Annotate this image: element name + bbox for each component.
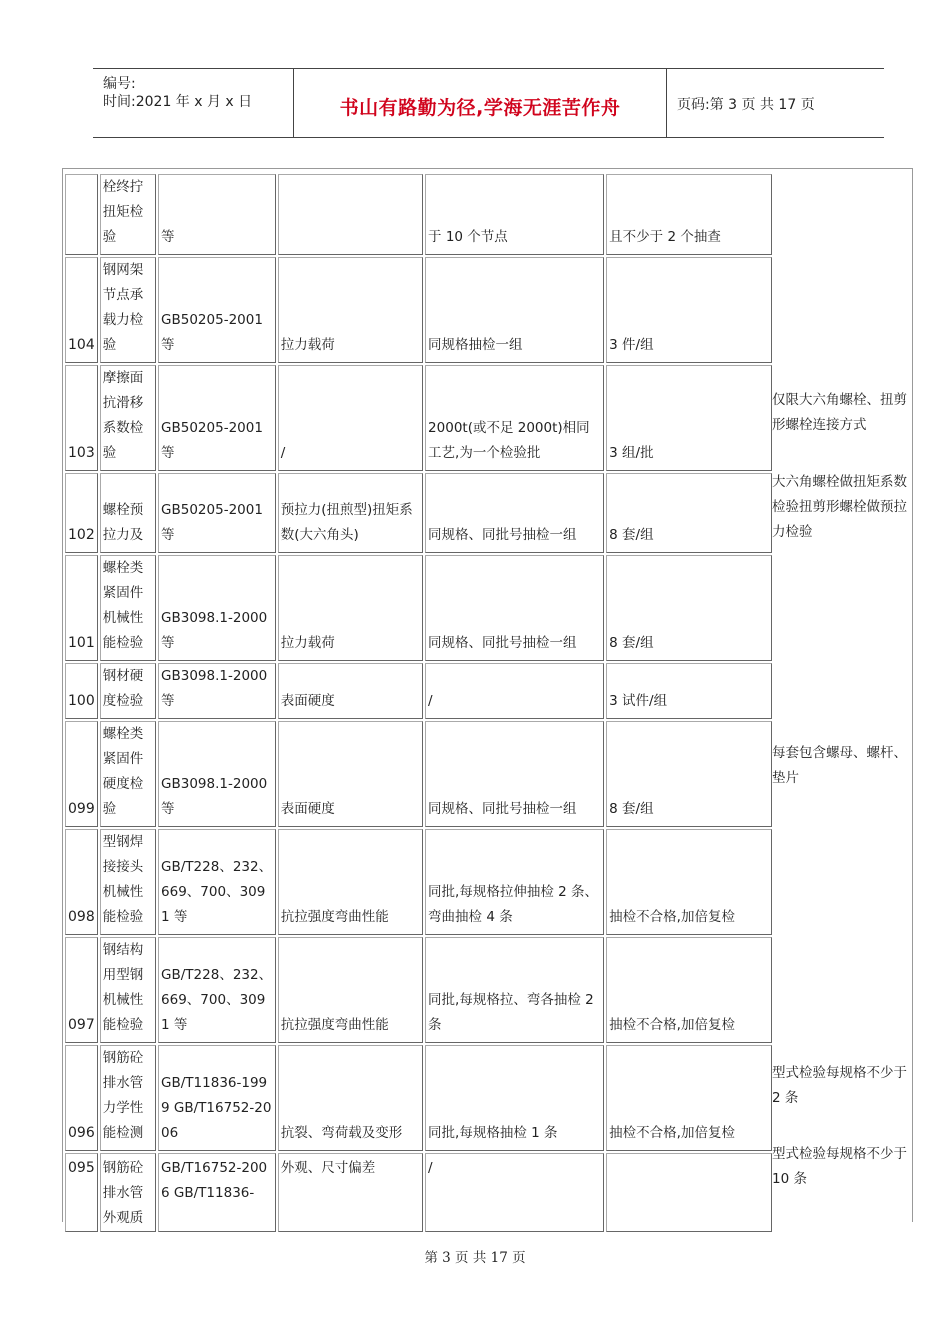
row-sampling: 2000t(或不足 2000t)相同工艺,为一个检验批 bbox=[425, 365, 604, 471]
row-no bbox=[65, 174, 98, 255]
row-sampling: 同规格、同批号抽检一组 bbox=[425, 473, 604, 553]
row-no: 100 bbox=[65, 663, 98, 719]
row-standard: GB50205-2001 等 bbox=[158, 257, 276, 363]
table-row bbox=[65, 1045, 772, 1151]
row-no: 104 bbox=[65, 257, 98, 363]
row-param: / bbox=[278, 365, 423, 471]
row-sampling: 同批,每规格抽检 1 条 bbox=[425, 1045, 604, 1151]
row-param: 表面硬度 bbox=[278, 663, 423, 719]
table-row bbox=[65, 555, 772, 661]
row-sampling: 同批,每规格拉、弯各抽检 2 条 bbox=[425, 937, 604, 1043]
row-name: 螺栓预拉力及 bbox=[100, 473, 156, 553]
row-remark: 型式检验每规格不少于 2 条 bbox=[772, 1065, 907, 1106]
frame-top-line bbox=[62, 168, 913, 169]
row-qty: 8 套/组 bbox=[606, 555, 772, 661]
row-no: 102 bbox=[65, 473, 98, 553]
row-param: 表面硬度 bbox=[278, 721, 423, 827]
row-name: 钢结构用型钢机械性能检验 bbox=[100, 937, 156, 1043]
row-no: 095 bbox=[65, 1153, 98, 1232]
row-remark: 每套包含螺母、螺杆、垫片 bbox=[772, 745, 907, 786]
row-name: 螺栓类紧固件机械性能检验 bbox=[100, 555, 156, 661]
row-qty: 3 件/组 bbox=[606, 257, 772, 363]
motto: 书山有路勤为径,学海无涯苦作舟 bbox=[339, 97, 621, 119]
row-param: 预拉力(扭煎型)扭矩系数(大六角头) bbox=[278, 473, 423, 553]
frame-right-line bbox=[912, 168, 913, 1222]
row-no: 097 bbox=[65, 937, 98, 1043]
row-sampling: 同批,每规格拉伸抽检 2 条、弯曲抽检 4 条 bbox=[425, 829, 604, 935]
row-param: 抗拉强度弯曲性能 bbox=[278, 937, 423, 1043]
row-remark: 型式检验每规格不少于 10 条 bbox=[772, 1146, 907, 1187]
row-remark: 仅限大六角螺栓、扭剪形螺栓连接方式 bbox=[772, 392, 907, 433]
table-row bbox=[65, 663, 772, 719]
row-no: 103 bbox=[65, 365, 98, 471]
serial-label: 编号: bbox=[103, 76, 136, 92]
row-sampling: / bbox=[425, 1153, 604, 1232]
row-qty: 8 套/组 bbox=[606, 473, 772, 553]
row-qty: 抽检不合格,加倍复检 bbox=[606, 937, 772, 1043]
header-motto-cell bbox=[294, 69, 667, 137]
table-row bbox=[65, 473, 772, 553]
row-standard: GB/T228、232、669、700、3091 等 bbox=[158, 937, 276, 1043]
row-name: 钢筋砼排水管外观质 bbox=[100, 1153, 156, 1232]
page-footer: 第 3 页 共 17 页 bbox=[424, 1250, 526, 1266]
row-no: 099 bbox=[65, 721, 98, 827]
row-param: 外观、尺寸偏差 bbox=[278, 1153, 423, 1232]
table-row bbox=[65, 721, 772, 827]
row-qty: 8 套/组 bbox=[606, 721, 772, 827]
row-qty: 3 试件/组 bbox=[606, 663, 772, 719]
row-sampling: / bbox=[425, 663, 604, 719]
row-name: 钢筋砼排水管力学性能检测 bbox=[100, 1045, 156, 1151]
row-name: 摩擦面抗滑移系数检验 bbox=[100, 365, 156, 471]
row-param: 拉力载荷 bbox=[278, 257, 423, 363]
row-standard: GB50205-2001 等 bbox=[158, 473, 276, 553]
row-name: 钢网架节点承载力检验 bbox=[100, 257, 156, 363]
row-standard: GB3098.1-2000 等 bbox=[158, 555, 276, 661]
row-name: 栓终拧扭矩检验 bbox=[100, 174, 156, 255]
page-header bbox=[93, 68, 884, 138]
row-no: 096 bbox=[65, 1045, 98, 1151]
time-label: 时间:2021 年 x 月 x 日 bbox=[103, 94, 253, 110]
row-name: 型钢焊接接头机械性能检验 bbox=[100, 829, 156, 935]
header-meta-cell bbox=[93, 69, 294, 137]
row-standard: GB/T228、232、669、700、3091 等 bbox=[158, 829, 276, 935]
row-standard: GB/T16752-2006 GB/T11836- bbox=[158, 1153, 276, 1232]
row-sampling: 同规格、同批号抽检一组 bbox=[425, 721, 604, 827]
row-standard: GB/T11836-1999 GB/T16752-2006 bbox=[158, 1045, 276, 1151]
row-param bbox=[278, 174, 423, 255]
row-no: 101 bbox=[65, 555, 98, 661]
table-row bbox=[65, 1153, 772, 1232]
row-param: 抗裂、弯荷载及变形 bbox=[278, 1045, 423, 1151]
row-name: 螺栓类紧固件硬度检验 bbox=[100, 721, 156, 827]
row-standard: GB3098.1-2000 等 bbox=[158, 663, 276, 719]
table-row bbox=[65, 257, 772, 363]
table-row bbox=[65, 937, 772, 1043]
row-name: 钢材硬度检验 bbox=[100, 663, 156, 719]
row-sampling: 同规格抽检一组 bbox=[425, 257, 604, 363]
row-qty: 抽检不合格,加倍复检 bbox=[606, 1045, 772, 1151]
row-param: 抗拉强度弯曲性能 bbox=[278, 829, 423, 935]
row-qty: 抽检不合格,加倍复检 bbox=[606, 829, 772, 935]
table-row bbox=[65, 365, 772, 471]
table-row bbox=[65, 829, 772, 935]
inspection-table bbox=[63, 172, 774, 1234]
row-standard: GB50205-2001 等 bbox=[158, 365, 276, 471]
row-param: 拉力载荷 bbox=[278, 555, 423, 661]
header-page-cell bbox=[667, 69, 884, 137]
row-no: 098 bbox=[65, 829, 98, 935]
row-remark: 大六角螺栓做扭矩系数检验扭剪形螺栓做预拉力检验 bbox=[772, 474, 907, 540]
row-sampling: 同规格、同批号抽检一组 bbox=[425, 555, 604, 661]
table-row bbox=[65, 174, 772, 255]
row-qty: 3 组/批 bbox=[606, 365, 772, 471]
row-standard: GB3098.1-2000 等 bbox=[158, 721, 276, 827]
row-qty bbox=[606, 1153, 772, 1232]
row-sampling: 于 10 个节点 bbox=[425, 174, 604, 255]
row-standard: 等 bbox=[158, 174, 276, 255]
page-label: 页码:第 3 页 共 17 页 bbox=[677, 97, 815, 113]
row-qty: 且不少于 2 个抽查 bbox=[606, 174, 772, 255]
